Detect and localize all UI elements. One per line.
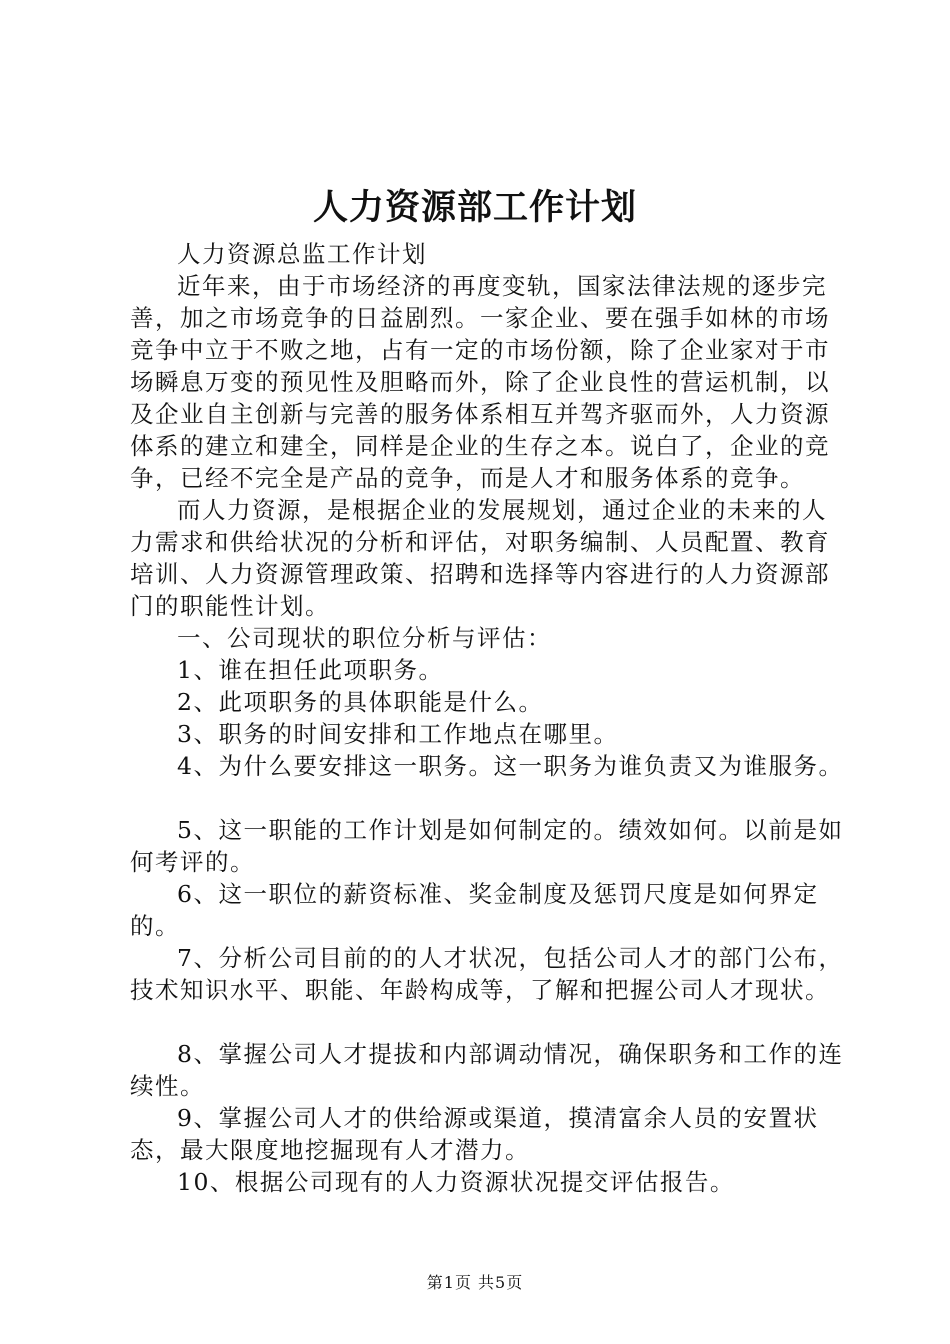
list-item: 1、谁在担任此项职务。 — [177, 656, 444, 684]
document-body — [130, 238, 850, 1198]
list-item: 7、分析公司目前的的人才状况，包括公司人才的部门公布，技术知识水平、职能、年龄构成等，了解和把握公司人才现状。 — [130, 944, 844, 1004]
document-title: 人力资源部工作计划 — [312, 187, 637, 228]
body-paragraph: 而人力资源，是根据企业的发展规划，通过企业的未来的人力需求和供给状况的分析和评估，对职务编制、人员配置、教育培训、人力资源管理政策、招聘和选择等内容进行的人力资源部门的职能性计划。 — [130, 496, 830, 620]
subtitle-paragraph: 人力资源总监工作计划 — [177, 240, 427, 268]
list-item: 3、职务的时间安排和工作地点在哪里。 — [177, 720, 619, 748]
list-item: 8、掌握公司人才提拔和内部调动情况，确保职务和工作的连续性。 — [130, 1040, 844, 1100]
list-item: 10、根据公司现有的人力资源状况提交评估报告。 — [177, 1168, 735, 1196]
body-paragraph: 近年来，由于市场经济的再度变轨，国家法律法规的逐步完善，加之市场竞争的日益剧烈。一家企业、要在强手如林的市场竞争中立于不败之地，占有一定的市场份额，除了企业家对于市场瞬息万变的预见性及胆略而外，除了企业良性的营运机制，以及企业自主创新与完善的服务体系相互并驾齐驱而外，人力资源体系的建立和建全，同样是企业的生存之本。说白了，企业的竞争，已经不完全是产品的竞争，而是人才和服务体系的竞争。 — [130, 272, 830, 492]
list-item: 9、掌握公司人才的供给源或渠道，摸清富余人员的安置状态，最大限度地挖掘现有人才潜力。 — [130, 1104, 819, 1164]
list-item: 2、此项职务的具体职能是什么。 — [177, 688, 544, 716]
list-item: 5、这一职能的工作计划是如何制定的。绩效如何。以前是如何考评的。 — [130, 816, 844, 876]
page-footer: 第1页 共5页 — [426, 1273, 524, 1292]
section-heading: 一、公司现状的职位分析与评估： — [177, 624, 552, 652]
list-item: 6、这一职位的薪资标准、奖金制度及惩罚尺度是如何界定的。 — [130, 880, 819, 940]
list-item: 4、为什么要安排这一职务。这一职务为谁负责又为谁服务。 — [177, 752, 844, 780]
paragraph-spacer — [130, 1006, 850, 1038]
paragraph-spacer — [130, 782, 850, 814]
